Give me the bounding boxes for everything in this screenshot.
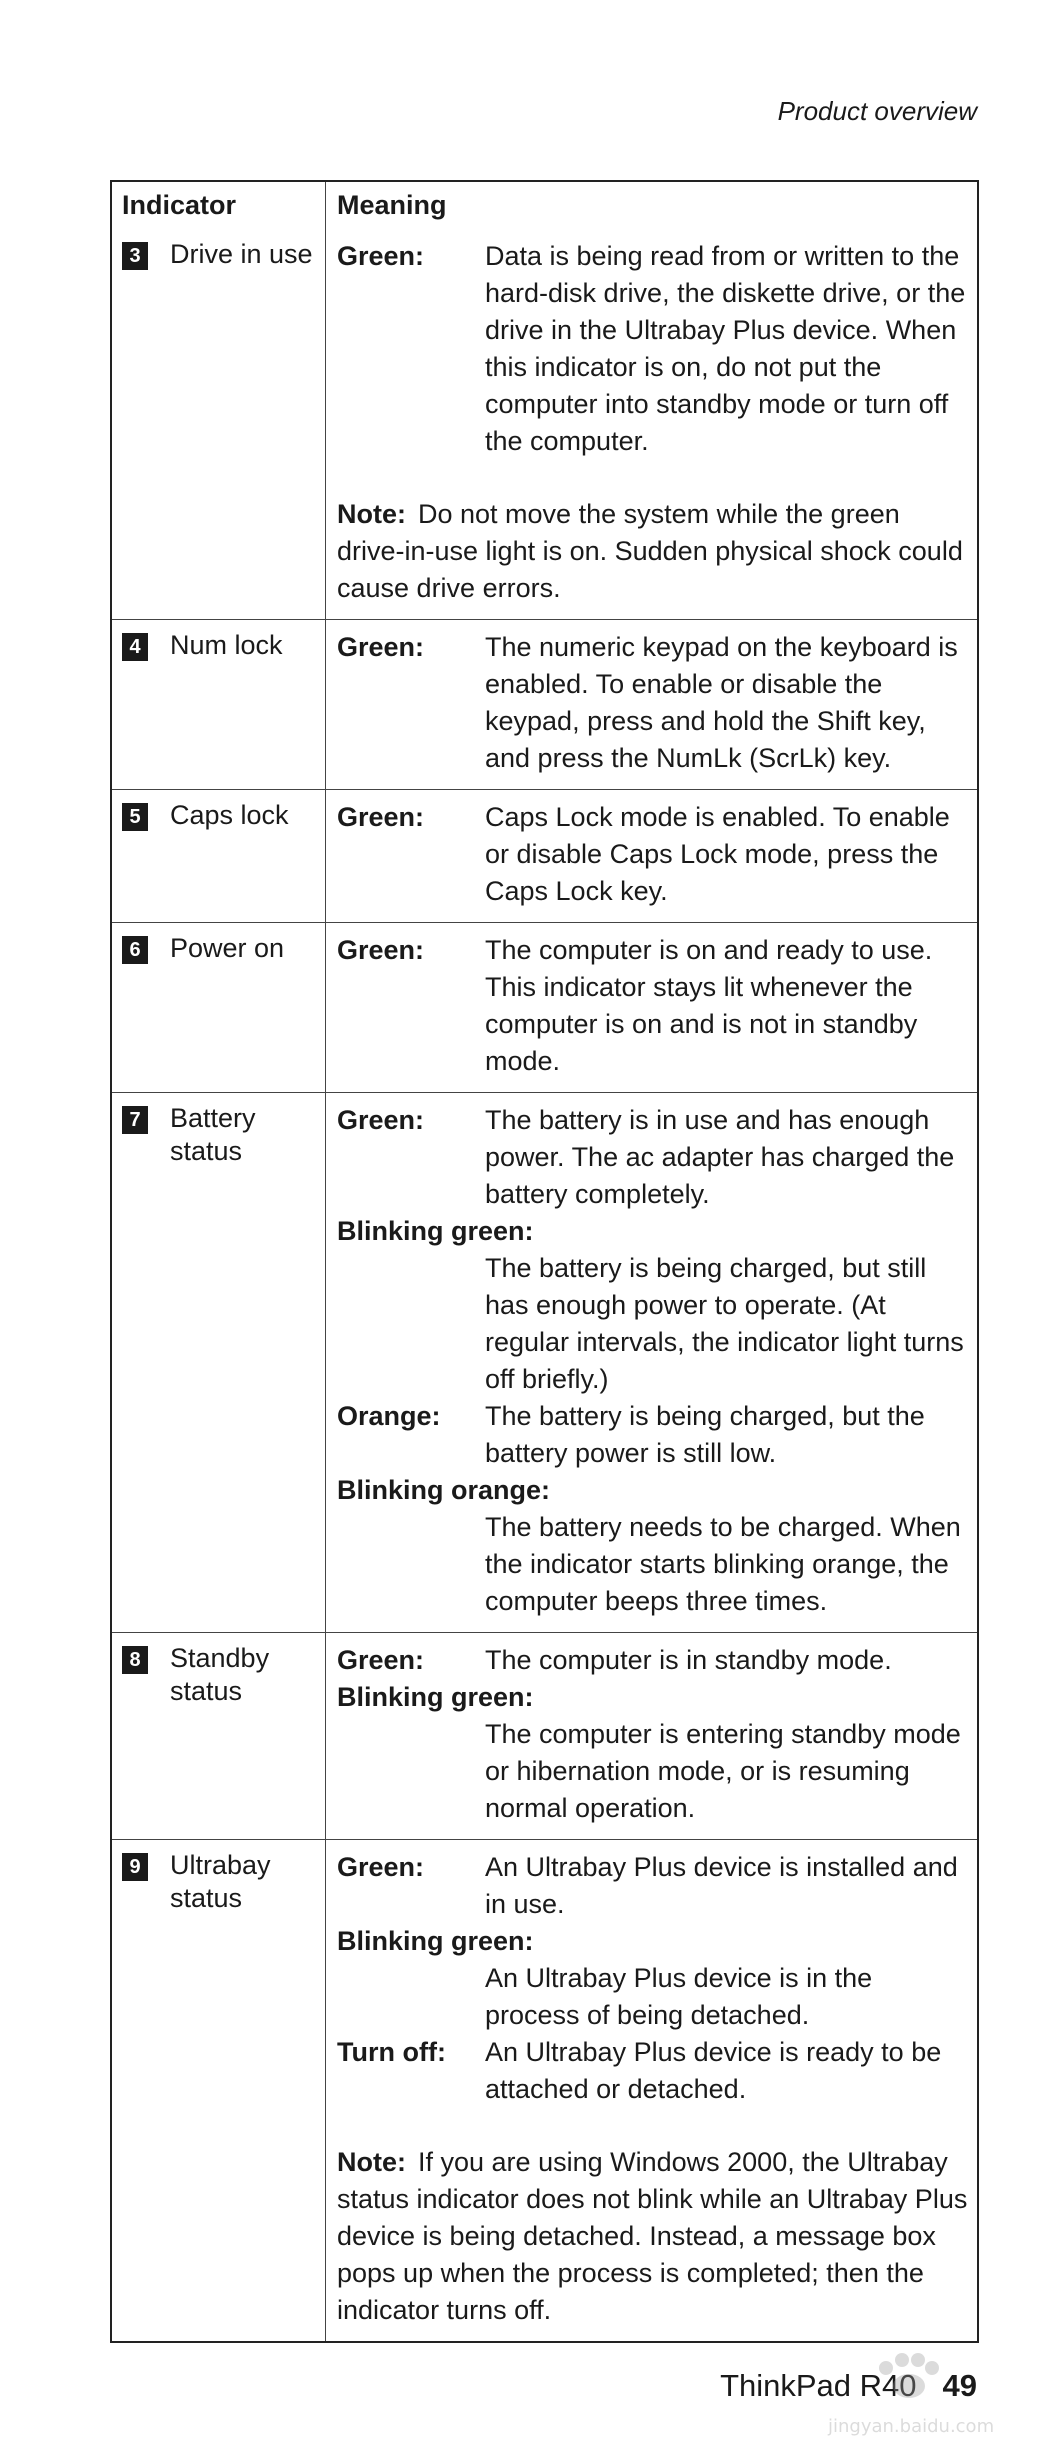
status-entry xyxy=(337,799,969,910)
indicator-number-badge: 5 xyxy=(122,803,148,831)
indicator-table xyxy=(110,180,979,2343)
status-description: An Ultrabay Plus device is installed and in use. xyxy=(485,1852,958,1919)
indicator-cell xyxy=(112,923,326,1092)
status-label: Blinking green: xyxy=(337,1682,534,1712)
status-description: An Ultrabay Plus device is ready to be attached or detached. xyxy=(485,2037,942,2104)
note-text: If you are using Windows 2000, the Ultrabay status indicator does not blink while an Ultrabay Plus device is being detached. Instead, a message box pops up when the process is completed; then the indicator turns off. xyxy=(337,2147,968,2325)
status-entry xyxy=(337,1398,969,1472)
indicator-number-badge: 9 xyxy=(122,1853,148,1881)
status-label: Green: xyxy=(337,632,425,662)
watermark-url: jingyan.baidu.com xyxy=(828,2416,995,2437)
status-description: The battery is in use and has enough power. The ac adapter has charged the battery completely. xyxy=(485,1105,955,1209)
status-description: The computer is in standby mode. xyxy=(485,1645,892,1675)
indicator-number-badge: 4 xyxy=(122,633,148,661)
table-row xyxy=(112,922,977,1092)
status-label: Green: xyxy=(337,802,425,832)
status-description: The battery is being charged, but still has enough power to operate. (At regular intervals, the indicator light turns off briefly.) xyxy=(485,1253,964,1394)
status-description: Caps Lock mode is enabled. To enable or disable Caps Lock mode, press the Caps Lock key. xyxy=(485,802,950,906)
meaning-cell xyxy=(326,229,977,619)
note-label: Note: xyxy=(337,499,406,529)
status-entry xyxy=(337,932,969,1080)
indicator-name: Power on xyxy=(170,933,285,963)
table-row xyxy=(112,1092,977,1632)
status-label: Green: xyxy=(337,1852,425,1882)
status-label: Blinking orange: xyxy=(337,1475,551,1505)
status-label: Green: xyxy=(337,1645,425,1675)
indicator-number-badge: 7 xyxy=(122,1106,148,1134)
indicator-cell xyxy=(112,620,326,789)
indicator-name: Num lock xyxy=(170,630,283,660)
status-description: An Ultrabay Plus device is in the process of being detached. xyxy=(485,1963,873,2030)
page-number: 49 xyxy=(942,2368,977,2403)
indicator-name: Drive in use xyxy=(170,239,313,269)
status-description: Data is being read from or written to the hard-disk drive, the diskette drive, or the drive in the Ultrabay Plus device. When this indicator is on, do not put the computer into standby mode or turn off the computer. xyxy=(485,241,966,456)
table-body xyxy=(112,229,977,2341)
meaning-cell xyxy=(326,1633,977,1839)
note-text: Do not move the system while the green drive-in-use light is on. Sudden physical shock could cause drive errors. xyxy=(337,499,963,603)
status-description: The battery needs to be charged. When the indicator starts blinking orange, the computer beeps three times. xyxy=(485,1512,961,1616)
status-entry xyxy=(337,1923,969,2034)
status-description: The numeric keypad on the keyboard is enabled. To enable or disable the keypad, press and hold the Shift key, and press the NumLk (ScrLk) key. xyxy=(485,632,958,773)
meaning-cell xyxy=(326,1840,977,2341)
status-description: The computer is entering standby mode or hibernation mode, or is resuming normal operation. xyxy=(485,1719,961,1823)
status-label: Blinking green: xyxy=(337,1926,534,1956)
meaning-cell xyxy=(326,923,977,1092)
indicator-cell xyxy=(112,790,326,922)
status-label: Green: xyxy=(337,935,425,965)
meaning-cell xyxy=(326,790,977,922)
status-label: Green: xyxy=(337,241,425,271)
indicator-number-badge: 3 xyxy=(122,242,148,270)
table-row xyxy=(112,789,977,922)
indicator-cell xyxy=(112,1633,326,1839)
meaning-cell xyxy=(326,1093,977,1632)
status-label: Green: xyxy=(337,1105,425,1135)
table-header-row xyxy=(112,182,977,229)
status-entry xyxy=(337,1213,969,1398)
note-block xyxy=(337,496,969,607)
status-label: Orange: xyxy=(337,1401,441,1431)
indicator-number-badge: 8 xyxy=(122,1646,148,1674)
status-description: The computer is on and ready to use. This indicator stays lit whenever the computer is on and is not in standby mode. xyxy=(485,935,933,1076)
column-header-meaning: Meaning xyxy=(337,190,447,220)
status-entry xyxy=(337,238,969,460)
status-entry xyxy=(337,2034,969,2108)
note-block xyxy=(337,2144,969,2329)
status-entry xyxy=(337,1472,969,1620)
column-header-indicator: Indicator xyxy=(112,182,326,229)
indicator-cell xyxy=(112,229,326,619)
running-header: Product overview xyxy=(777,96,977,126)
status-entry xyxy=(337,1102,969,1213)
indicator-name: Standby status xyxy=(170,1643,270,1706)
indicator-cell xyxy=(112,1840,326,2341)
status-label: Turn off: xyxy=(337,2037,446,2067)
meaning-cell xyxy=(326,620,977,789)
status-description: The battery is being charged, but the battery power is still low. xyxy=(485,1401,925,1468)
note-label: Note: xyxy=(337,2147,406,2177)
footer-product-name: ThinkPad R40 xyxy=(720,2368,917,2403)
table-row xyxy=(112,1839,977,2341)
watermark-logo xyxy=(798,2340,1008,2450)
status-entry xyxy=(337,1679,969,1827)
indicator-name: Ultrabay status xyxy=(170,1850,271,1913)
status-entry xyxy=(337,629,969,777)
indicator-name: Caps lock xyxy=(170,800,289,830)
indicator-cell xyxy=(112,1093,326,1632)
indicator-name: Battery status xyxy=(170,1103,256,1166)
table-row xyxy=(112,229,977,619)
status-entry xyxy=(337,1642,969,1679)
status-label: Blinking green: xyxy=(337,1216,534,1246)
indicator-number-badge: 6 xyxy=(122,936,148,964)
table-row xyxy=(112,1632,977,1839)
status-entry xyxy=(337,1849,969,1923)
table-row xyxy=(112,619,977,789)
